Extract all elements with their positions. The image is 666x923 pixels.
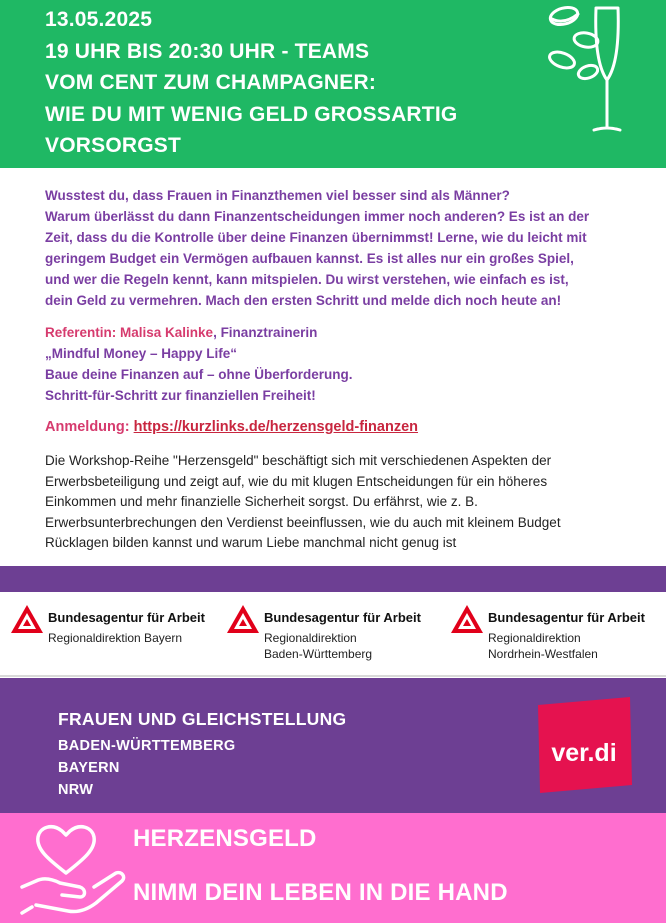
ba-region: Baden-Württemberg — [264, 647, 373, 661]
organizer-title: FRAUEN UND GLEICHSTELLUNG — [58, 709, 347, 729]
organizer-region: NRW — [58, 782, 94, 798]
divider-strip — [0, 566, 666, 592]
registration-link[interactable]: https://kurzlinks.de/herzensgeld-finanzen — [133, 419, 419, 435]
intro-line: Wusstest du, dass Frauen in Finanzthemen viel besser sind als Männer? — [45, 188, 510, 203]
intro-line: dein Geld zu vermehren. Mach den ersten Schritt und melde dich noch heute an! — [45, 293, 562, 308]
intro-paragraph — [45, 185, 635, 311]
referent-block — [45, 322, 635, 406]
event-title-line-2: WIE DU MIT WENIG GELD GROSSARTIG — [45, 102, 458, 126]
event-time: 19 UHR BIS 20:30 UHR - TEAMS — [45, 39, 370, 63]
description-line: Einkommen und mehr finanzielle Sicherheit sorgst. Du erfährst, wie z. B. — [45, 494, 478, 509]
intro-line: geringem Budget ein Vermögen aufbauen kannst. Es ist alles nur ein großes Spiel, — [45, 251, 574, 266]
bundesagentur-logo-icon — [450, 604, 484, 634]
intro-line: und wer die Regeln kennt, kann mitspielen. Du wirst verstehen, wie einfach es ist, — [45, 272, 569, 287]
event-title-line-1: VOM CENT ZUM CHAMPAGNER: — [45, 71, 377, 94]
bundesagentur-logo-icon — [226, 604, 260, 634]
ba-region: Regionaldirektion Bayern — [48, 631, 183, 645]
header-text — [45, 4, 457, 162]
referent-name: Referentin: Malisa Kalinke — [45, 325, 214, 340]
heart-hand-icon — [18, 817, 130, 921]
description-line: Rücklagen bilden kannst und warum Liebe manchmal nicht genug ist — [45, 535, 457, 550]
ba-region: Regionaldirektion — [264, 631, 357, 645]
event-title-line-3: VORSORGST — [45, 134, 181, 157]
ba-region: Nordrhein-Westfalen — [488, 647, 598, 661]
description-line: Erwerbsunterbrechungen den Verdienst beeinflussen, wie du auch mit kleinem Budget — [45, 514, 561, 530]
ba-name: Bundesagentur für Arbeit — [48, 610, 205, 625]
registration-label: Anmeldung: — [45, 419, 134, 435]
verdi-logo — [536, 697, 632, 793]
organizer-region: BADEN-WÜRTTEMBERG — [58, 738, 236, 754]
footer-banner — [0, 813, 666, 923]
verdi-logo-text: ver.di — [551, 739, 617, 767]
description-line: Die Workshop-Reihe "Herzensgeld" beschäftigt sich mit verschiedenen Aspekten der — [45, 453, 552, 468]
event-date: 13.05.2025 — [45, 8, 153, 31]
footer-slogan: NIMM DEIN LEBEN IN DIE HAND — [133, 879, 508, 906]
ba-name: Bundesagentur für Arbeit — [264, 610, 421, 625]
intro-line: Warum überlässt du dann Finanzentscheidungen immer noch anderen? Es ist an der — [45, 209, 590, 224]
workshop-tagline: Baue deine Finanzen auf – ohne Überforderung. — [45, 367, 353, 382]
description-line: Erwerbsbeteiligung und zeigt auf, wie du mit klugen Entscheidungen für ein höheres — [45, 473, 548, 489]
workshop-subtitle: „Mindful Money – Happy Life“ — [45, 346, 238, 361]
registration — [45, 417, 635, 438]
header-banner — [0, 0, 666, 168]
description-paragraph — [45, 451, 635, 554]
referent-role: , Finanztrainerin — [213, 325, 318, 340]
content — [45, 185, 635, 554]
ba-region: Regionaldirektion — [488, 631, 581, 645]
ba-name: Bundesagentur für Arbeit — [488, 610, 645, 625]
intro-line: Zeit, dass du die Kontrolle über deine Finanzen übernimmst! Lerne, wie du leicht mit — [45, 230, 587, 245]
partner-logos — [0, 592, 666, 677]
bundesagentur-logo-icon — [10, 604, 44, 634]
footer-title: HERZENSGELD — [133, 825, 317, 852]
champagne-glass-coins-icon — [546, 2, 626, 138]
workshop-tagline: Schritt-für-Schritt zur finanziellen Freiheit! — [45, 388, 316, 403]
organizer-region: BAYERN — [58, 760, 120, 776]
